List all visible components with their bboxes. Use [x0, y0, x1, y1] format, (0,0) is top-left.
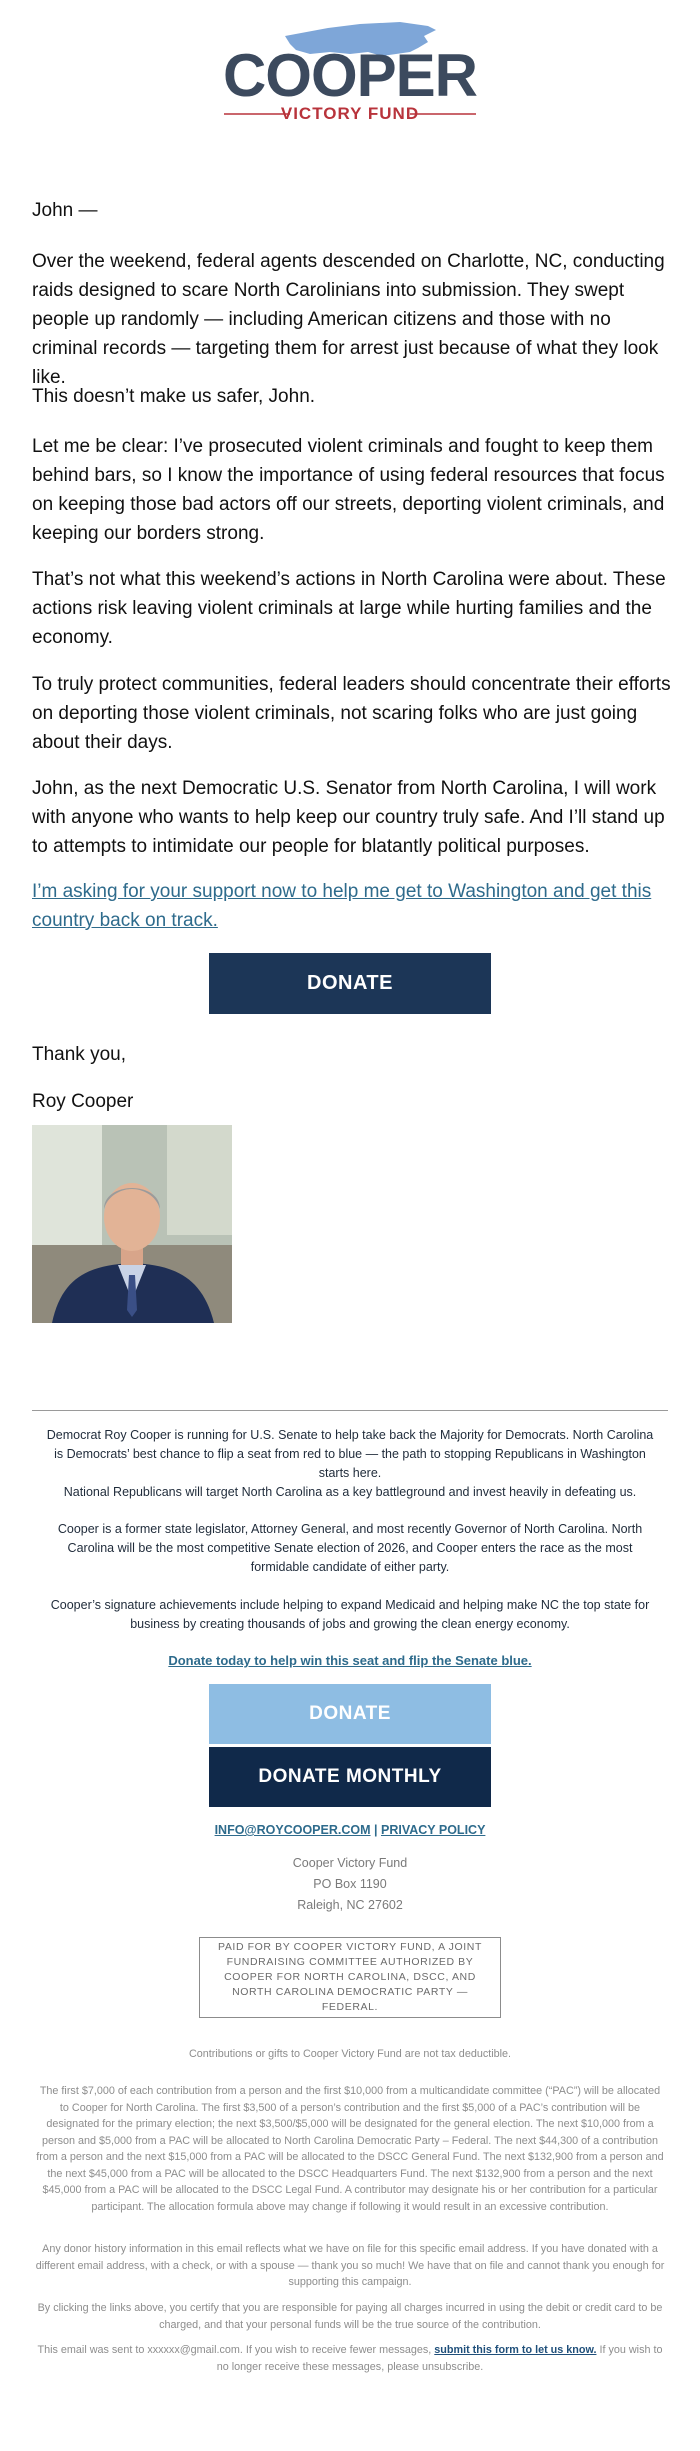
donate-button[interactable]: DONATE	[209, 953, 491, 1014]
signoff: Thank you,	[32, 1044, 126, 1065]
allocation-disclaimer: The first $7,000 of each contribution from a person and the first $10,000 from a multicandidate committee (“PAC”) will be allocated to Cooper for North Carolina. The first $3,500 of a person’s contribution and the first $5,000 of a PAC’s contribution will be designated for the primary election; the next $3,500/$5,000 will be designated for the general election. The next $10,000 from a person and $5,000 from a PAC will be allocated to North Carolina Democratic Party – Federal. The next $44,300 of a contribution from a person and the next $15,000 from a PAC will be allocated to the DSCC General Fund. The next $132,900 from a person and the next $45,000 from a PAC will be allocated to the DSCC Headquarters Fund. The next $132,900 from a person and the next $45,000 from a PAC will be allocated to the DSCC Legal Fund. A contributor may designate his or her contribution for a particular participant. The allocation formula above may change if following it would result in an excessive contribution.	[36, 2085, 664, 2213]
footer-divider	[32, 1410, 668, 1411]
logo-subline: VICTORY FUND	[280, 104, 420, 123]
footer-paragraph: Cooper’s signature achievements include helping to expand Medicaid and helping make NC the top state for business by creating thousands of jobs and growing the clean energy economy.	[50, 1598, 650, 1631]
email-link[interactable]: INFO@ROYCOOPER.COM	[214, 1823, 371, 1837]
footer-paragraph: National Republicans will target North Carolina as a key battleground and invest heavily in defeating us.	[63, 1485, 637, 1499]
letter-greeting: John —	[32, 200, 98, 221]
logo-graphic	[210, 14, 490, 134]
footer-links	[0, 1823, 700, 1837]
paid-for-disclaimer: PAID FOR BY COOPER VICTORY FUND, A JOINT FUNDRAISING COMMITTEE AUTHORIZED BY COOPER FOR NORTH CAROLINA, DSCC, AND NORTH CAROLINA DEMOCRATIC PARTY — FEDERAL.	[199, 1937, 501, 2018]
letter-paragraph: This doesn’t make us safer, John.	[32, 386, 316, 407]
letter-paragraph: To truly protect communities, federal leaders should concentrate their efforts on deporting those violent criminals, not scaring folks who are just going about their days.	[32, 674, 671, 753]
support-cta	[32, 877, 672, 935]
letter-paragraph: Let me be clear: I’ve prosecuted violent criminals and fought to keep them behind bars, so I know the importance of using federal resources that focus on keeping those bad actors off our streets, deporting violent criminals, and keeping our borders strong.	[32, 436, 665, 544]
letter-paragraph: Over the weekend, federal agents descended on Charlotte, NC, conducting raids designed to scare North Carolinians into submission. They swept people up randomly — including American citizens and those with no criminal records — targeting them for arrest just because of what they look like.	[32, 251, 665, 388]
flip-senate-cta-link[interactable]: Donate today to help win this seat and flip the Senate blue.	[168, 1653, 532, 1668]
tax-disclaimer: Contributions or gifts to Cooper Victory Fund are not tax deductible.	[188, 2048, 512, 2060]
footer-paragraph: Cooper is a former state legislator, Attorney General, and most recently Governor of North Carolina. North Carolina will be the most competitive Senate election of 2026, and Cooper enters the race as the most formidable candidate of either party.	[57, 1522, 643, 1574]
address-line: Cooper Victory Fund	[292, 1856, 408, 1870]
donate-monthly-button[interactable]: DONATE MONTHLY	[209, 1747, 491, 1807]
address-line: PO Box 1190	[313, 1877, 387, 1891]
roy-cooper-photo	[32, 1125, 232, 1323]
mailing-address	[0, 1853, 700, 1916]
preferences-form-link[interactable]: submit this form to let us know.	[434, 2344, 597, 2356]
email-preferences-note	[34, 2342, 666, 2375]
sent-to-text: This email was sent to xxxxxx@gmail.com. If you wish to receive fewer messages,	[37, 2344, 435, 2356]
letter-paragraph: That’s not what this weekend’s actions in North Carolina were about. These actions risk leaving violent criminals at large while hurting families and the economy.	[32, 569, 666, 648]
certification-note: By clicking the links above, you certify that you are responsible for paying all charges incurred in using the debit or credit card to be charged, and that your personal funds will be the true source of the contribution.	[37, 2302, 663, 2331]
logo-wordmark: COOPER	[222, 42, 478, 109]
address-line: Raleigh, NC 27602	[297, 1898, 403, 1912]
unsubscribe-text: If you wish to no longer receive these messages, please unsubscribe.	[216, 2344, 663, 2373]
footer-donate-button[interactable]: DONATE	[209, 1684, 491, 1744]
signature: Roy Cooper	[32, 1091, 134, 1112]
cooper-victory-fund-logo	[0, 14, 700, 134]
footer-paragraph: Democrat Roy Cooper is running for U.S. Senate to help take back the Majority for Democrats. North Carolina is Democrats’ best chance to flip a seat from red to blue — the path to stopping Republicans in Washington starts here.	[46, 1428, 654, 1480]
link-separator: |	[370, 1823, 381, 1837]
privacy-policy-link[interactable]: PRIVACY POLICY	[380, 1823, 486, 1837]
letter-paragraph: John, as the next Democratic U.S. Senator from North Carolina, I will work with anyone who wants to help keep our country truly safe. And I’ll stand up to attempts to intimidate our people for blatantly political purposes.	[32, 778, 665, 857]
donor-history-note: Any donor history information in this email reflects what we have on file for this specific email address. If you have donated with a different email address, with a check, or with a spouse — thank you so much! We have that on file and cannot thank you enough for supporting this campaign.	[35, 2243, 665, 2288]
support-cta-link[interactable]: I’m asking for your support now to help me get to Washington and get this country back on track.	[32, 881, 652, 931]
